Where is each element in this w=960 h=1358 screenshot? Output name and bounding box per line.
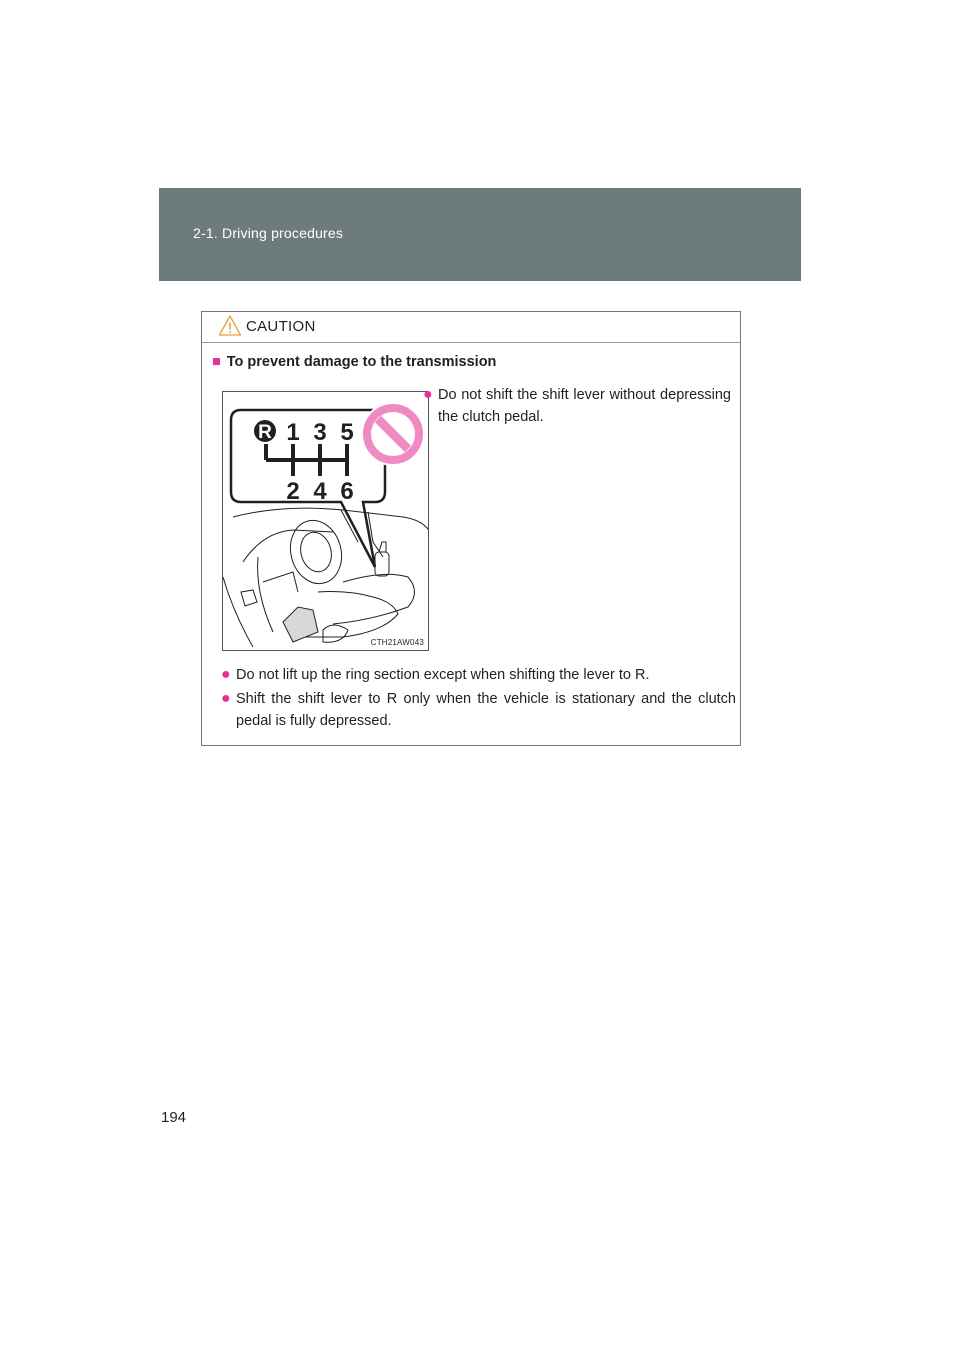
bullet-dot-icon: ●	[221, 666, 231, 683]
bullet-text: Do not shift the shift lever without depressing the clutch pedal.	[438, 387, 731, 425]
shift-pattern-illustration	[222, 391, 429, 651]
bullet-item	[423, 384, 731, 428]
gear-label: 6	[340, 478, 354, 505]
gear-label: 3	[313, 419, 327, 446]
illustration-drawing	[223, 392, 429, 651]
section-heading-text: To prevent damage to the transmission	[226, 354, 497, 370]
bullet-dot-icon: ●	[221, 690, 231, 707]
page-number: 194	[161, 1109, 187, 1126]
cabin-drawing	[223, 508, 429, 647]
gear-label: 1	[286, 419, 300, 446]
caution-header	[202, 312, 740, 343]
figure-code: CTH21AW043	[370, 638, 424, 647]
gear-label: 2	[286, 478, 300, 505]
gear-label: 4	[313, 478, 327, 505]
warning-triangle-icon	[218, 314, 242, 338]
bullet-text: Do not lift up the ring section except when shifting the lever to R.	[236, 667, 650, 683]
gear-label: R	[258, 422, 272, 443]
bullet-item	[221, 688, 736, 732]
bullet-text: Shift the shift lever to R only when the vehicle is stationary and the clutch pedal is fully depressed.	[236, 691, 736, 729]
square-bullet-icon: ■	[212, 354, 221, 370]
bullet-item	[221, 664, 736, 686]
section-heading	[212, 354, 496, 370]
section-title: 2-1. Driving procedures	[193, 225, 344, 241]
caution-label: CAUTION	[246, 318, 316, 335]
caution-box	[201, 311, 741, 746]
bullet-dot-icon: ●	[423, 386, 433, 403]
gear-label: 5	[340, 419, 354, 446]
header-band	[159, 188, 801, 281]
prohibited-icon	[362, 403, 424, 465]
